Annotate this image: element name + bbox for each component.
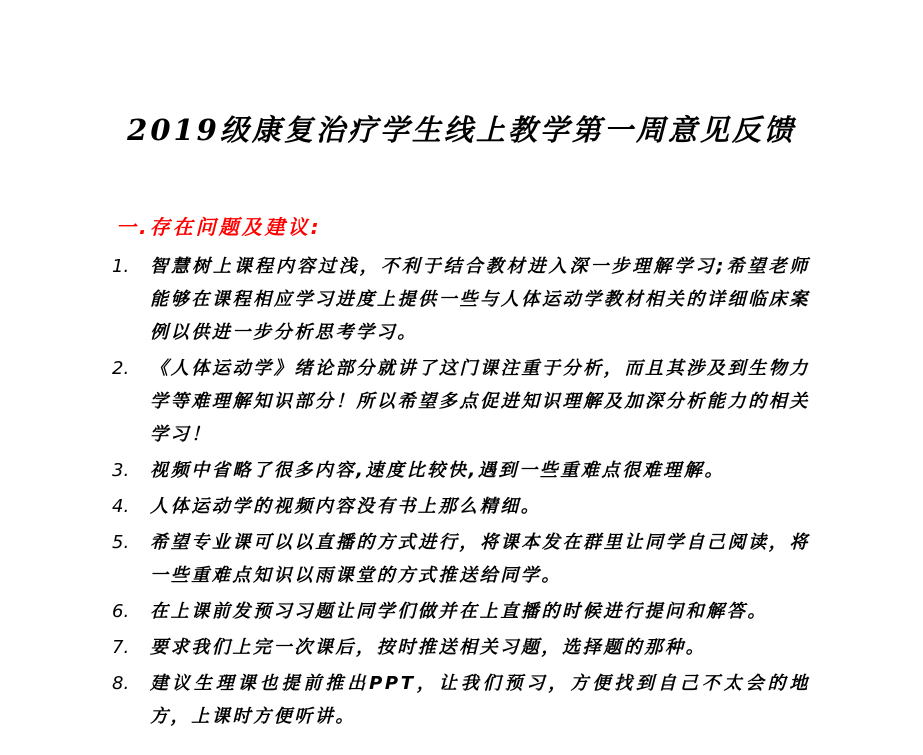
list-item-text: 在上课前发预习习题让同学们做并在上直播的时候进行提问和解答。: [150, 601, 768, 622]
list-item-number: 8.: [112, 673, 130, 694]
list-item-text: 希望专业课可以以直播的方式进行，将课本发在群里让同学自己阅读，将一些重难点知识以雨课堂的方式推送给同学。: [150, 532, 810, 586]
list-item: [110, 631, 810, 664]
list-item-number: 3.: [112, 460, 130, 481]
list-item-number: 7.: [112, 637, 130, 658]
list-item: [110, 667, 810, 733]
list-item: [110, 250, 810, 349]
list-item-text: 建议生理课也提前推出PPT，让我们预习，方便找到自己不太会的地方，上课时方便听讲。: [150, 673, 810, 727]
list-item: [110, 526, 810, 592]
list-item-text: 人体运动学的视频内容没有书上那么精细。: [150, 496, 542, 517]
list-item: [110, 490, 810, 523]
list-item: [110, 595, 810, 628]
list-item-number: 5.: [112, 532, 130, 553]
section-heading: 一.存在问题及建议:: [116, 215, 322, 239]
issue-list: [110, 250, 810, 736]
list-item-text: 《人体运动学》绪论部分就讲了这门课注重于分析，而且其涉及到生物力学等难理解知识部分！所以希望多点促进知识理解及加深分析能力的相关学习！: [150, 358, 810, 445]
list-item-number: 6.: [112, 601, 130, 622]
page-title: 2019级康复治疗学生线上教学第一周意见反馈: [127, 113, 796, 147]
list-item-number: 2.: [112, 358, 130, 379]
list-item-number: 1.: [112, 256, 130, 277]
list-item-text: 视频中省略了很多内容,速度比较快,遇到一些重难点很难理解。: [150, 460, 726, 481]
list-item: [110, 352, 810, 451]
list-item: [110, 454, 810, 487]
list-item-text: 智慧树上课程内容过浅，不利于结合教材进入深一步理解学习;希望老师能够在课程相应学习进度上提供一些与人体运动学教材相关的详细临床案例以供进一步分析思考学习。: [150, 256, 810, 343]
list-item-number: 4.: [112, 496, 130, 517]
list-item-text: 要求我们上完一次课后，按时推送相关习题，选择题的那种。: [150, 637, 707, 658]
